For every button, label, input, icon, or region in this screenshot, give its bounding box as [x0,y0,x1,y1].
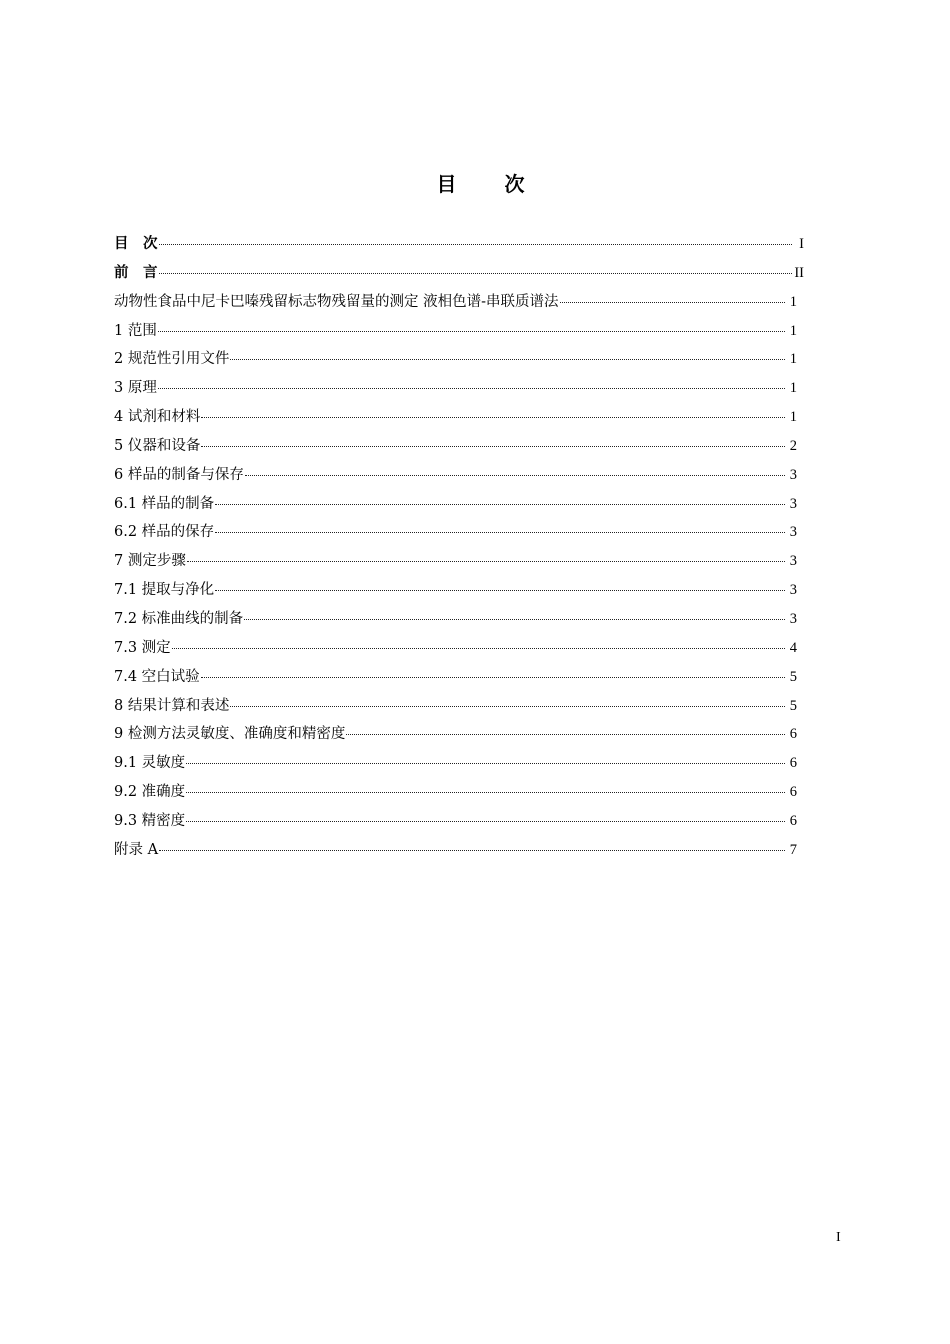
toc-entry-label: 9.3 精密度 [114,812,186,829]
toc-entry-label: 1 范围 [114,322,157,339]
toc-entry-page: 2 [789,437,797,454]
toc-entry-page: 7 [789,841,797,858]
toc-entry-label: 7.2 标准曲线的制备 [114,610,244,627]
toc-entry-page: 1 [789,380,797,397]
dot-leader [159,232,793,245]
toc-entry-page: 3 [789,524,797,541]
dot-leader [215,520,785,533]
dot-leader [186,809,785,822]
dot-leader [158,319,785,332]
toc-entry-label: 动物性食品中尼卡巴嗪残留标志物残留量的测定 液相色谱-串联质谱法 [114,293,559,310]
dot-leader [186,780,785,793]
dot-leader [187,549,785,562]
toc-entry-page: 1 [789,293,797,310]
toc-entry-section-7-2[interactable] [114,605,797,634]
dot-leader [159,838,785,851]
toc-entry-page: 1 [789,351,797,368]
dot-leader [230,347,785,360]
toc-entry-contents[interactable] [114,230,804,259]
toc-entry-standard-title[interactable] [114,288,797,317]
table-of-contents [114,230,804,865]
toc-entry-page: 3 [789,466,797,483]
toc-entry-section-6[interactable] [114,461,797,490]
toc-entry-foreword[interactable] [114,259,804,288]
toc-entry-label: 4 试剂和材料 [114,409,201,426]
toc-entry-section-7-3[interactable] [114,634,797,663]
dot-leader [201,434,785,447]
toc-entry-page: 4 [789,639,797,656]
dot-leader [230,694,785,707]
toc-entry-section-4[interactable] [114,403,797,432]
toc-entry-label: 9.2 准确度 [114,784,186,801]
toc-entry-page: 6 [789,726,797,743]
toc-entry-label: 9 检测方法灵敏度、准确度和精密度 [114,726,346,743]
toc-entry-label: 6.2 样品的保存 [114,524,215,541]
toc-entry-page: 6 [789,812,797,829]
toc-entry-section-9-3[interactable] [114,807,797,836]
dot-leader [244,607,785,620]
toc-entry-label: 9.1 灵敏度 [114,755,186,772]
toc-entry-section-9[interactable] [114,720,797,749]
toc-entry-section-7[interactable] [114,547,797,576]
toc-entry-page: I [799,236,804,252]
toc-entry-section-5[interactable] [114,432,797,461]
toc-entry-page: 3 [789,610,797,627]
toc-entry-page: 1 [789,409,797,426]
dot-leader [159,261,793,274]
dot-leader [245,463,785,476]
toc-entry-section-7-1[interactable] [114,576,797,605]
toc-entry-page: 3 [789,553,797,570]
toc-entry-page: 3 [789,495,797,512]
toc-entry-label: 前 言 [114,264,158,281]
toc-entry-page: 5 [789,668,797,685]
toc-entry-page: 3 [789,582,797,599]
toc-entry-page: 6 [789,784,797,801]
toc-entry-section-6-2[interactable] [114,518,797,547]
toc-entry-label: 6.1 样品的制备 [114,495,215,512]
dot-leader [172,636,785,649]
dot-leader [201,405,785,418]
toc-entry-section-9-2[interactable] [114,778,797,807]
dot-leader [560,290,785,303]
toc-entry-page: 5 [789,697,797,714]
toc-entry-page: II [794,264,804,281]
toc-entry-label: 7.1 提取与净化 [114,582,215,599]
dot-leader [186,751,785,764]
toc-entry-section-7-4[interactable] [114,663,797,692]
toc-entry-label: 附录 A [114,841,159,858]
toc-entry-label: 7.4 空白试验 [114,668,200,685]
toc-entry-label: 7 测定步骤 [114,553,186,570]
dot-leader [346,722,785,735]
toc-entry-section-9-1[interactable] [114,749,797,778]
page-number: I [836,1230,841,1245]
toc-entry-label: 7.3 测定 [114,639,171,656]
toc-entry-section-2[interactable] [114,345,797,374]
page-title: 目 次 [436,172,539,197]
toc-entry-section-1[interactable] [114,317,797,346]
toc-entry-label: 5 仪器和设备 [114,437,201,454]
dot-leader [201,665,785,678]
toc-entry-label: 目 次 [114,236,158,252]
toc-entry-label: 8 结果计算和表述 [114,697,230,714]
toc-entry-appendix-a[interactable] [114,836,797,865]
toc-entry-page: 6 [789,755,797,772]
toc-entry-section-6-1[interactable] [114,490,797,519]
toc-entry-label: 3 原理 [114,380,157,397]
dot-leader [215,578,785,591]
toc-entry-section-8[interactable] [114,692,797,721]
dot-leader [215,492,785,505]
toc-entry-label: 6 样品的制备与保存 [114,466,244,483]
toc-entry-section-3[interactable] [114,374,797,403]
toc-entry-page: 1 [789,322,797,339]
toc-entry-label: 2 规范性引用文件 [114,351,230,368]
dot-leader [158,376,785,389]
